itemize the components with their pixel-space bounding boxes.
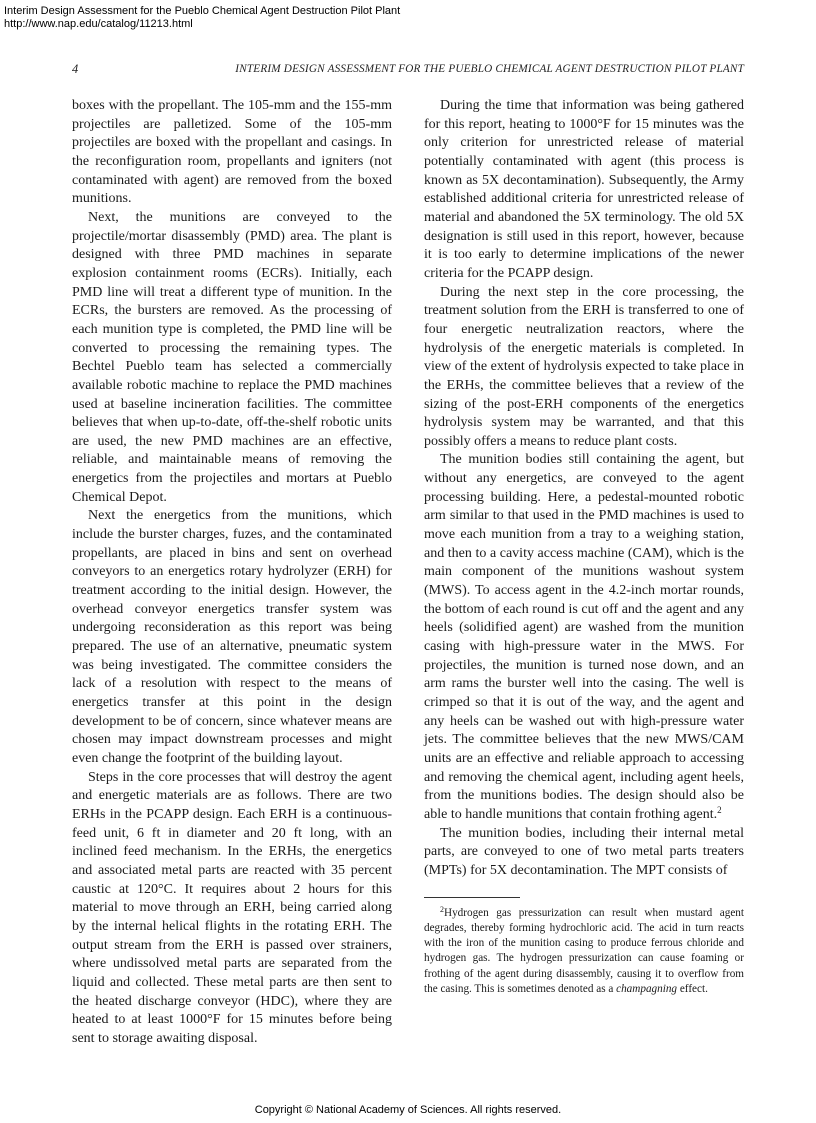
right-column xyxy=(424,97,744,997)
paragraph-text: The munition bodies still containing the agent, but without any energetics, are conveyed to the agent processing building. Here, a pedestal-mounted robotic arm similar to that used in the PMD machines is used to move each munition from a tray to a weighing station, and then to a cavity access machine (CAM), which is the main component of the munitions washout system (MWS). To access agent in the 4.2-inch mortar rounds, the bottom of each round is cut off and the agent and any heels (solidified agent) are washed from the munition casing with high-pressure water in the MWS. For projectiles, the munition is turned nose down, and an arm rams the burster well into the casing. The well is crimped so that it is out of the way, and the agent and any heels can be washed out with high-pressure water jets. The committee believes that the new MWS/CAM units are an effective and reliable approach to accessing and removing the chemical agent, including agent heels, from the munitions bodies. The design should also be able to handle munitions that contain frothing agent. xyxy=(424,452,744,822)
footnote-reference: 2 xyxy=(717,804,722,815)
catalog-url: http://www.nap.edu/catalog/11213.html xyxy=(4,17,193,30)
paragraph: During the next step in the core processing, the treatment solution from the ERH is transferred to one of four energetic neutralization reactors, where the hydrolysis of the energetic materials is completed. In view of the extent of hydrolysis expected to take place in the ERHs, the committee believes that a review of the sizing of the post-ERH components of the energetics hydrolysis system may be warranted, and that this possibly offers a means to reduce plant costs. xyxy=(424,284,744,449)
left-column xyxy=(72,97,392,1048)
paragraph: Next, the munitions are conveyed to the projectile/mortar disassembly (PMD) area. The plant is designed with three PMD machines in separate explosion containment rooms (ECRs). Initially, each PMD line will treat a different type of munition. In the ECRs, the bursters are removed. As the processing of each munition type is completed, the PMD line will be converted to processing the remaining types. The Bechtel Pueblo team has selected a commercially available robotic machine to replace the PMD machines used at baseline incineration facilities. The committee believes that when up-to-date, off-the-shelf robotic units are used, the new PMD machines are an effective, reliable, and maintainable means of removing the energetics from the projectiles and mortars at Pueblo Chemical Depot. xyxy=(72,209,392,505)
site-header xyxy=(4,5,400,30)
footnote xyxy=(424,906,744,998)
paragraph: The munition bodies, including their internal metal parts, are conveyed to one of two metal parts treaters (MPTs) for 5X decontamination. The MPT consists of xyxy=(424,825,744,878)
footnote-marker: 2 xyxy=(440,904,444,914)
paragraph: Next the energetics from the munitions, which include the burster charges, fuzes, and the contaminated propellants, are placed in bins and sent on overhead conveyors to an energetics rotary hydrolyzer (ERH) for treatment according to the initial design. However, the overhead conveyor energetics transfer system was undergoing reconsideration as this report was being prepared. The use of an alternative, pneumatic system was being investigated. The committee considers the lack of a resolution with respect to the means of energetics transfer at this point in the design development to be of concern, since whatever means are chosen may impact downstream processes and might even change the footprint of the building layout. xyxy=(72,508,392,766)
page-number: 4 xyxy=(72,62,79,76)
running-title: INTERIM DESIGN ASSESSMENT FOR THE PUEBLO CHEMICAL AGENT DESTRUCTION PILOT PLANT xyxy=(235,63,744,75)
running-head xyxy=(72,62,744,78)
footnote-text-end: effect. xyxy=(677,983,708,996)
paragraph: boxes with the propellant. The 105-mm and the 155-mm projectiles are palletized. Some of the 105-mm projectiles are boxed with the propellant and casings. In the reconfiguration room, propellants and igniters (not contaminated with agent) are removed from the boxed munitions. xyxy=(72,98,392,207)
document-title: Interim Design Assessment for the Pueblo Chemical Agent Destruction Pilot Plant xyxy=(4,5,401,17)
paragraph: Steps in the core processes that will destroy the agent and energetic materials are as follows. There are two ERHs in the PCAPP design. Each ERH is a continuous-feed unit, 6 ft in diameter and 20 ft long, with an inclined feed mechanism. In the ERHs, the energetics and associated metal parts are reacted with 35 percent caustic at 120°C. It requires about 2 hours for this material to move through an ERH, being carried along by the internal helical flights in the rotating ERH. The output stream from the ERH is passed over strainers, where undissolved metal parts are separated from the liquid and collected. These metal parts are then sent to the heated discharge conveyor (HDC), where they are heated to at least 1000°F for 15 minutes before being sent to storage awaiting disposal. xyxy=(72,769,392,1046)
footnote-text: Hydrogen gas pressurization can result when mustard agent degrades, thereby forming hydrochloric acid. The acid in turn reacts with the iron of the munition casing to produce ferrous chloride and hydrogen gas. The hydrogen pressurization can cause foaming or frothing of the agent during disassembly, causing it to overflow from the casing. This is sometimes denoted as a xyxy=(424,906,744,996)
footnote-rule xyxy=(424,897,520,898)
paragraph xyxy=(424,451,744,824)
footnote-emphasis: champagning xyxy=(616,983,678,996)
copyright-footer: Copyright © National Academy of Sciences. All rights reserved. xyxy=(254,1104,562,1116)
paragraph: During the time that information was being gathered for this report, heating to 1000°F for 15 minutes was the only criterion for unrestricted release of material potentially contaminated with agent (this process is known as 5X decontamination). Subsequently, the Army established additional criteria for unrestricted release of material and abandoned the 5X terminology. The old 5X designation is still used in this report, however, because it is too early to determine implications of the newer criteria for the PCAPP design. xyxy=(424,98,744,281)
